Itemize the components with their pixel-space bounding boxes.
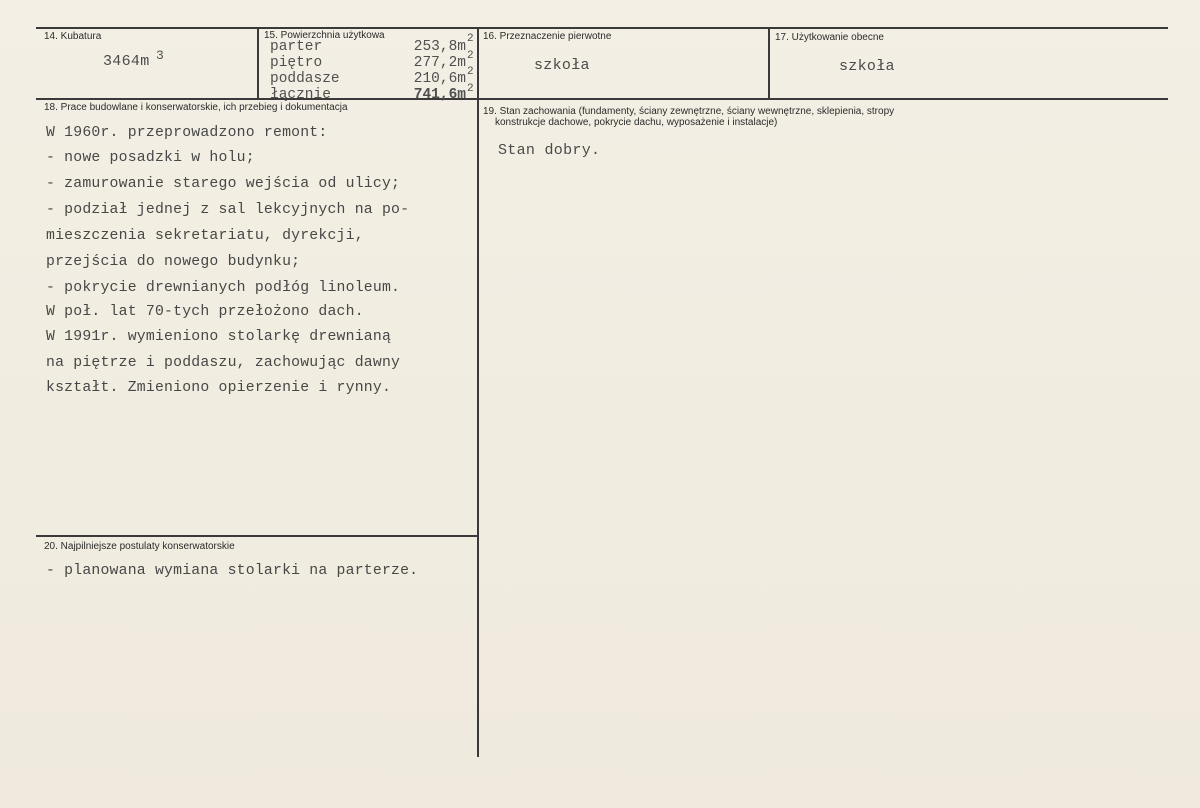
field-18-line: W poł. lat 70-tych przełożono dach. [46,304,364,320]
field-15-label: 15. Powierzchnia użytkowa [264,30,385,41]
field-17-label: 17. Użytkowanie obecne [775,32,884,43]
area-row-lacznie [270,88,466,103]
field-18-line: W 1960r. przeprowadzono remont: [46,125,328,141]
field-14-value: 3464m [103,53,150,70]
field-18-line: kształt. Zmieniono opierzenie i rynny. [46,380,392,396]
field-16-value: szkoła [534,57,590,74]
divider-18-20 [36,535,478,537]
field-20-label: 20. Najpilniejsze postulaty konserwatorskie [44,541,235,552]
field-19-value: Stan dobry. [498,142,601,159]
field-19-label-line1: 19. Stan zachowania (fundamenty, ściany zewnętrzne, ściany wewnętrzne, sklepienia, stropy [483,106,895,117]
field-16-label: 16. Przeznaczenie pierwotne [483,31,612,42]
area-row-name: piętro [270,55,323,71]
header-bottom-border [36,98,1168,100]
area-row-poddasze [270,72,466,87]
area-row-name: poddasze [270,71,340,87]
area-unit-superscript: 2 [467,66,474,78]
area-unit-superscript: 2 [467,50,474,62]
area-row-value: 277,2m [413,55,466,71]
area-row-pietro [270,56,466,71]
top-border [36,27,1168,29]
field-18-label: 18. Prace budowlane i konserwatorskie, ich przebieg i dokumentacja [44,102,348,113]
field-18-line: - podział jednej z sal lekcyjnych na po- [46,202,410,218]
field-17-value: szkoła [839,58,895,75]
field-18-line: mieszczenia sekretariatu, dyrekcji, [46,228,364,244]
area-row-value: 253,8m [413,39,466,55]
field-18-line: - pokrycie drewnianych podłóg linoleum. [46,280,401,296]
area-row-name: łącznie [270,87,331,103]
field-18-line: W 1991r. wymieniono stolarkę drewnianą [46,329,392,345]
field-18-line: - nowe posadzki w holu; [46,150,255,166]
field-18-line: przejścia do nowego budynku; [46,254,301,270]
field-20-value: - planowana wymiana stolarki na parterze. [46,563,419,579]
divider-16-17 [768,27,770,99]
area-row-parter [270,40,466,55]
area-unit-superscript: 2 [467,83,474,95]
divider-15-16 [477,27,479,757]
area-row-value: 210,6m [413,71,466,87]
divider-14-15 [257,27,259,99]
area-row-value: 741,6m [413,87,466,103]
field-18-line: - zamurowanie starego wejścia od ulicy; [46,176,401,192]
area-unit-superscript: 2 [467,33,474,45]
field-18-line: na piętrze i poddaszu, zachowując dawny [46,355,401,371]
field-14-label: 14. Kubatura [44,31,102,42]
area-row-name: parter [270,39,323,55]
field-14-unit-superscript: 3 [156,48,164,63]
field-19-label-line2: konstrukcje dachowe, pokrycie dachu, wyposażenie i instalacje) [495,117,778,128]
